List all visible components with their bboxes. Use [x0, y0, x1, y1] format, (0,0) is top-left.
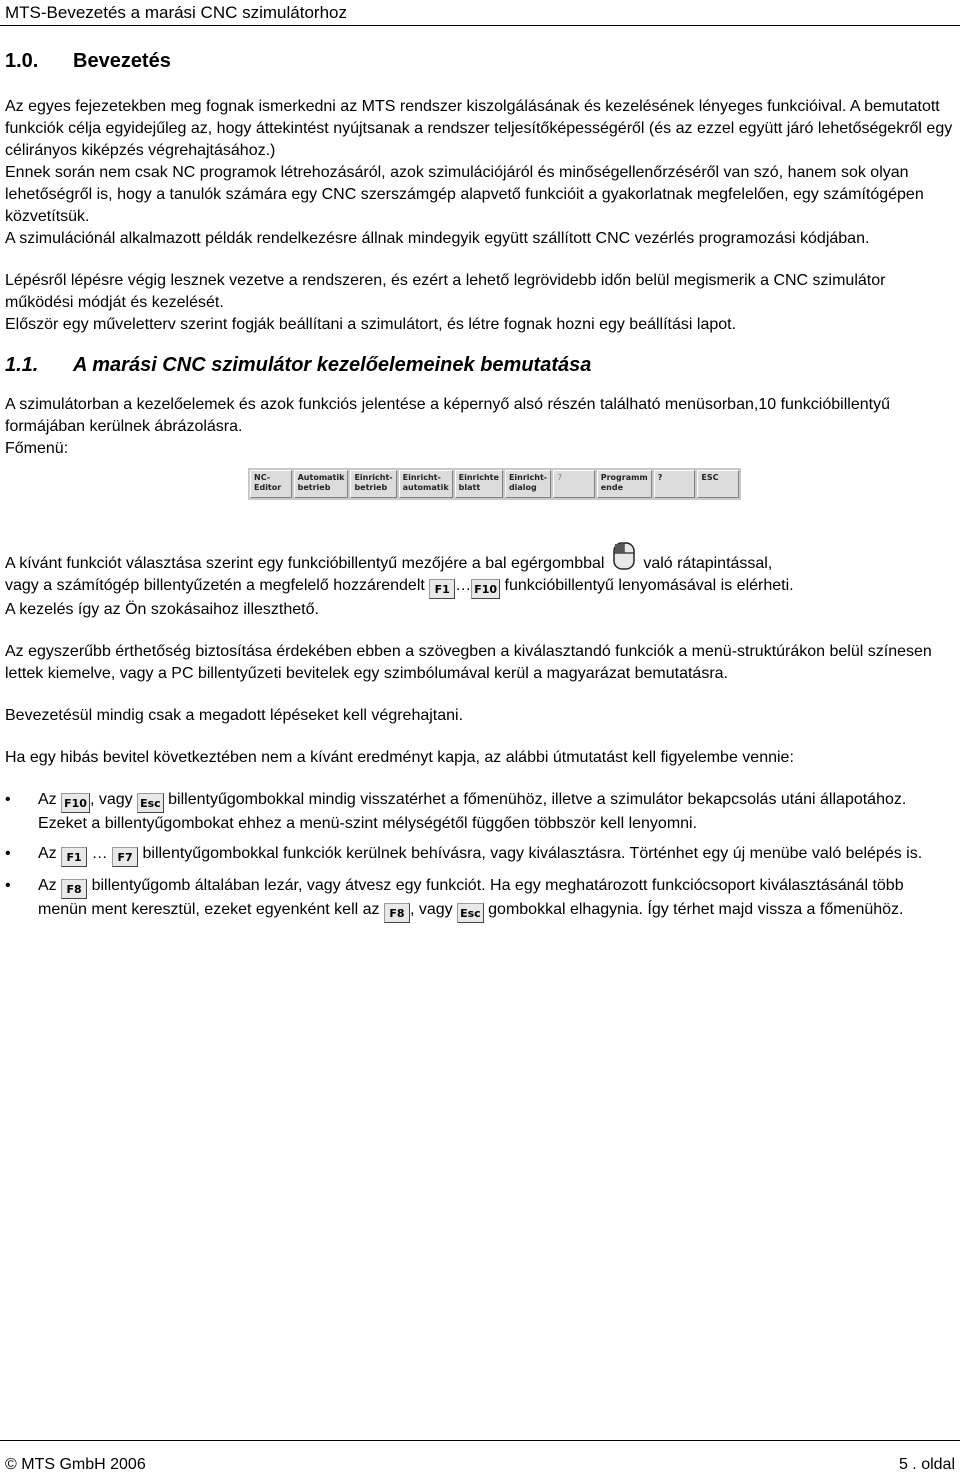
text-segment: gombokkal elhagynia. Így térhet majd vissza a főmenühöz.: [488, 901, 904, 918]
paragraph-setup: Először egy műveletterv szerint fogják beállítani a szimulátort, és létre fognak hozni egy beállítási lapot.: [5, 316, 737, 333]
list-item: [5, 843, 955, 867]
text-segment: billentyűgombokkal funkciók kerülnek behívásra, vagy kiválasztásra. Történhet egy új menübe való belépés is.: [142, 845, 923, 862]
section-heading-controls: [5, 352, 955, 378]
esc-key-icon: Esc: [137, 793, 164, 813]
menu-key-2[interactable]: Automatik betrieb: [294, 470, 349, 498]
guidance-list: [5, 789, 955, 923]
paragraph-stepwise: Lépésről lépésre végig lesznek vezetve a rendszeren, és ezért a lehető legrövidebb időn belül megismerik a CNC szimulátor működési módját és kezelését.: [5, 272, 886, 311]
page-header: [0, 0, 960, 28]
page-content: [5, 48, 955, 931]
paragraph-intro: Az egyes fejezetekben meg fognak ismerkedni az MTS rendszer kiszolgálásának és kezelésének lényeges funkcióival. A bemutatott funkciók célja egyidejűleg az, hogy áttekintést nyújtsanak a rendszer teljesítőképességéről (és az ezzel együtt járó lehetőségekről egy célirányos kiképzés végrehajtásához.): [5, 98, 953, 159]
text-segment: funkcióbillentyű lenyomásával is elérheti.: [504, 577, 794, 594]
menu-key-1[interactable]: NC-Editor: [250, 470, 292, 498]
menu-key-3[interactable]: Einricht- betrieb: [350, 470, 396, 498]
menu-key-6[interactable]: Einricht- dialog: [505, 470, 551, 498]
text-segment: , vagy: [409, 901, 453, 918]
paragraph-menubar: A szimulátorban a kezelőelemek és azok funkciós jelentése a képernyő alsó részén található menüsorban,10 funkcióbillentyű formájában kerülnek ábrázolásra.: [5, 396, 890, 435]
menu-key-7[interactable]: 7: [553, 470, 595, 498]
paragraph-steps: Bevezetésül mindig csak a megadott lépéseket kell végrehajtani.: [5, 707, 464, 724]
list-item: [5, 875, 955, 923]
f10-key-icon: F10: [61, 793, 90, 813]
text-segment: A kívánt funkciót választása szerint egy funkcióbillentyű mezőjére a bal egérgombbal: [5, 555, 605, 572]
menu-key-5[interactable]: Einrichte blatt: [455, 470, 503, 498]
paragraph-highlighting: Az egyszerűbb érthetőség biztosítása érdekében ebben a szövegben a kiválasztandó funkciók a menü-struktúrákon belül színesen lettek kiemelve, vagy a PC billentyűzeti bevitelek egy szimbólumával kerül a magyarázat bemutatásra.: [5, 643, 932, 682]
menu-key-9[interactable]: ?: [654, 470, 696, 498]
menu-key-4[interactable]: Einricht- automatik: [399, 470, 453, 498]
text-segment: billentyűgomb általában lezár, vagy átvesz egy funkciót. Ha egy meghatározott funkciócsoport kiválasztásánál több menün ment keresztül, ezeket egyenként kell az: [38, 877, 904, 918]
bullet: •: [5, 845, 11, 862]
section-title: A marási CNC szimulátor kezelőelemeinek bemutatása: [73, 354, 592, 376]
f8-key-icon: F8: [61, 879, 87, 899]
text-segment: vagy a számítógép billentyűzetén a megfelelő hozzárendelt: [5, 577, 425, 594]
text-segment: A kezelés így az Ön szokásaihoz illeszthető.: [5, 601, 319, 618]
footer-copyright: © MTS GmbH 2006: [5, 1456, 146, 1473]
f10-key-icon: F10: [471, 579, 500, 599]
f1-key-icon: F1: [429, 579, 455, 599]
section-heading-intro: [5, 48, 955, 74]
mouse-icon: [613, 542, 635, 570]
section-number: 1.0.: [5, 50, 39, 72]
header-rule: [0, 25, 960, 26]
list-item: [5, 789, 955, 835]
section-title: Bevezetés: [73, 50, 171, 72]
text-segment: Az: [38, 791, 57, 808]
f7-key-icon: F7: [112, 847, 138, 867]
header-title: MTS-Bevezetés a marási CNC szimulátorhoz: [5, 3, 347, 22]
ellipsis: …: [91, 845, 108, 862]
menu-key-8[interactable]: Programm ende: [597, 470, 652, 498]
paragraph-scope: Ennek során nem csak NC programok létrehozásáról, azok szimulációjáról és minőségellenőrzéséről van szó, hanem sok olyan lehetőségről is, hogy a tanulók számára egy CNC szerszámgép alapvető funkcióit a gyakorlatnak megfelelően, egy számítógépen közvetítsük.: [5, 164, 924, 225]
paragraph-examples: A szimulációnál alkalmazott példák rendelkezésre állnak mindegyik együtt szállított CNC vezérlés programozási kódjában.: [5, 230, 870, 247]
menu-key-10[interactable]: ESC: [697, 470, 739, 498]
text-segment: , vagy: [89, 791, 133, 808]
f1-key-icon: F1: [61, 847, 87, 867]
text-segment: Az: [38, 845, 57, 862]
page-footer: [0, 1440, 960, 1477]
paragraph-selection: [5, 542, 955, 621]
section-number: 1.1.: [5, 354, 39, 376]
paragraph-error-handling: Ha egy hibás bevitel következtében nem a kívánt eredményt kapja, az alábbi útmutatást kell figyelembe vennie:: [5, 749, 794, 766]
text-segment: való rátapintással,: [643, 555, 773, 572]
ellipsis: …: [455, 577, 472, 594]
text-segment: Az: [38, 877, 57, 894]
esc-key-icon: Esc: [457, 903, 484, 923]
footer-page-number: 5 . oldal: [898, 1456, 955, 1473]
main-menu-label: Főmenü:: [5, 440, 69, 457]
footer-rule: [0, 1440, 960, 1441]
f8-key-icon: F8: [384, 903, 410, 923]
bullet: •: [5, 791, 11, 808]
main-menu-bar: [248, 468, 741, 500]
bullet: •: [5, 877, 11, 894]
text-segment: billentyűgombokkal mindig visszatérhet a főmenühöz, illetve a szimulátor bekapcsolás utáni állapotához. Ezeket a billentyűgombokat ehhez a menü-szint mélységétől függően többször kell lenyomni.: [38, 791, 907, 832]
